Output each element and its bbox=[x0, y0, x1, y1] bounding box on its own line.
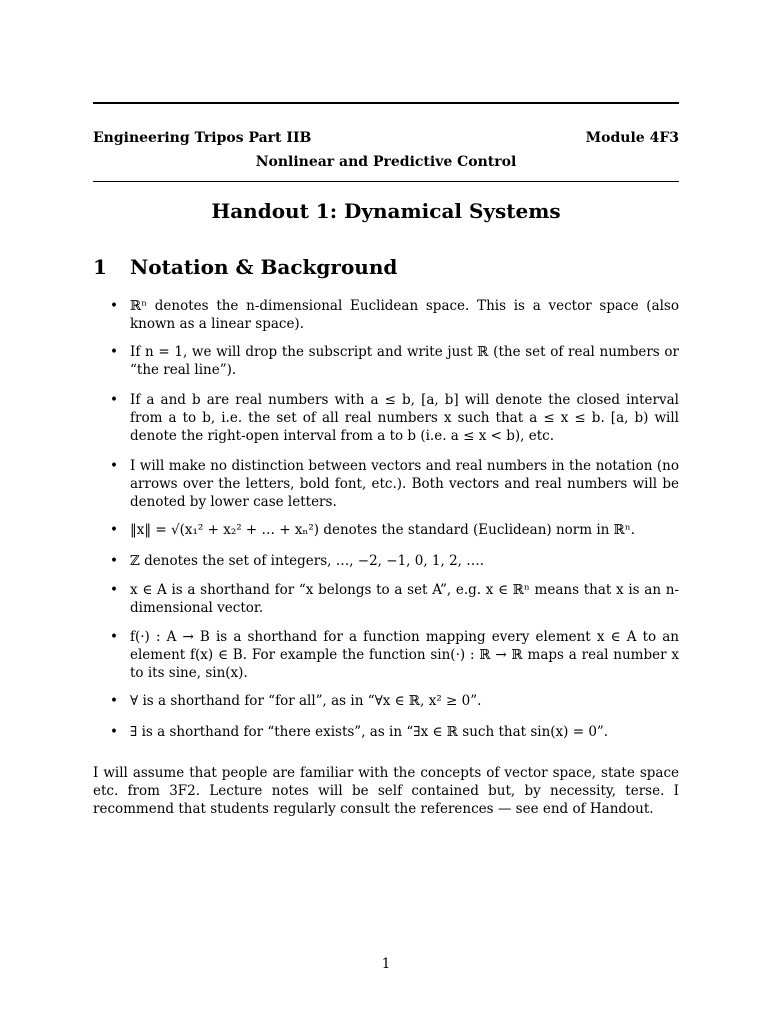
page-number: 1 bbox=[381, 956, 391, 972]
section-number: 1 bbox=[93, 255, 107, 279]
handout-title: Handout 1: Dynamical Systems bbox=[211, 199, 561, 223]
list-item: • If n = 1, we will drop the subscript and write just ℝ (the set of real numbers or “the real line”). bbox=[130, 343, 679, 379]
list-item: • ‖x‖ = √(x₁² + x₂² + … + xₙ²) denotes the standard (Euclidean) norm in ℝⁿ. bbox=[130, 521, 679, 539]
list-item: • ℤ denotes the set of integers, …, −2, −1, 0, 1, 2, …. bbox=[130, 552, 679, 570]
top-rule bbox=[93, 102, 679, 104]
list-item: • ℝⁿ denotes the n-dimensional Euclidean space. This is a vector space (also known as a linear space). bbox=[130, 297, 679, 333]
closing-paragraph: I will assume that people are familiar with the concepts of vector space, state space etc. from 3F2. Lecture notes will be self contained but, by necessity, terse. I recommend that students regularly consult the references — see end of Handout. bbox=[93, 765, 679, 817]
section-heading bbox=[93, 255, 397, 279]
document-page bbox=[93, 0, 679, 1024]
list-item: • x ∈ A is a shorthand for “x belongs to a set A”, e.g. x ∈ ℝⁿ means that x is an n-dimensional vector. bbox=[130, 581, 679, 617]
list-item: • ∀ is a shorthand for “for all”, as in “∀x ∈ ℝ, x² ≥ 0”. bbox=[130, 692, 679, 710]
section-title: Notation & Background bbox=[130, 255, 398, 279]
list-item: • If a and b are real numbers with a ≤ b, [a, b] will denote the closed interval from a to b, i.e. the set of all real numbers x such that a ≤ x ≤ b. [a, b) will denote the right-open interval from a to b (i.e. a ≤ x < b), etc. bbox=[130, 391, 679, 445]
module-code: Module 4F3 bbox=[585, 130, 679, 146]
list-item: • ∃ is a shorthand for “there exists”, as in “∃x ∈ ℝ such that sin(x) = 0”. bbox=[130, 723, 679, 741]
module-title: Nonlinear and Predictive Control bbox=[255, 154, 517, 170]
list-item: • I will make no distinction between vectors and real numbers in the notation (no arrows over the letters, bold font, etc.). Both vectors and real numbers will be denoted by lower case letters. bbox=[130, 457, 679, 511]
course-name: Engineering Tripos Part IIB bbox=[93, 130, 312, 146]
list-item: • f(·) : A → B is a shorthand for a function mapping every element x ∈ A to an element f(x) ∈ B. For example the function sin(·) : ℝ → ℝ maps a real number x to its sine, sin(x). bbox=[130, 628, 679, 682]
header-rule bbox=[93, 181, 679, 182]
